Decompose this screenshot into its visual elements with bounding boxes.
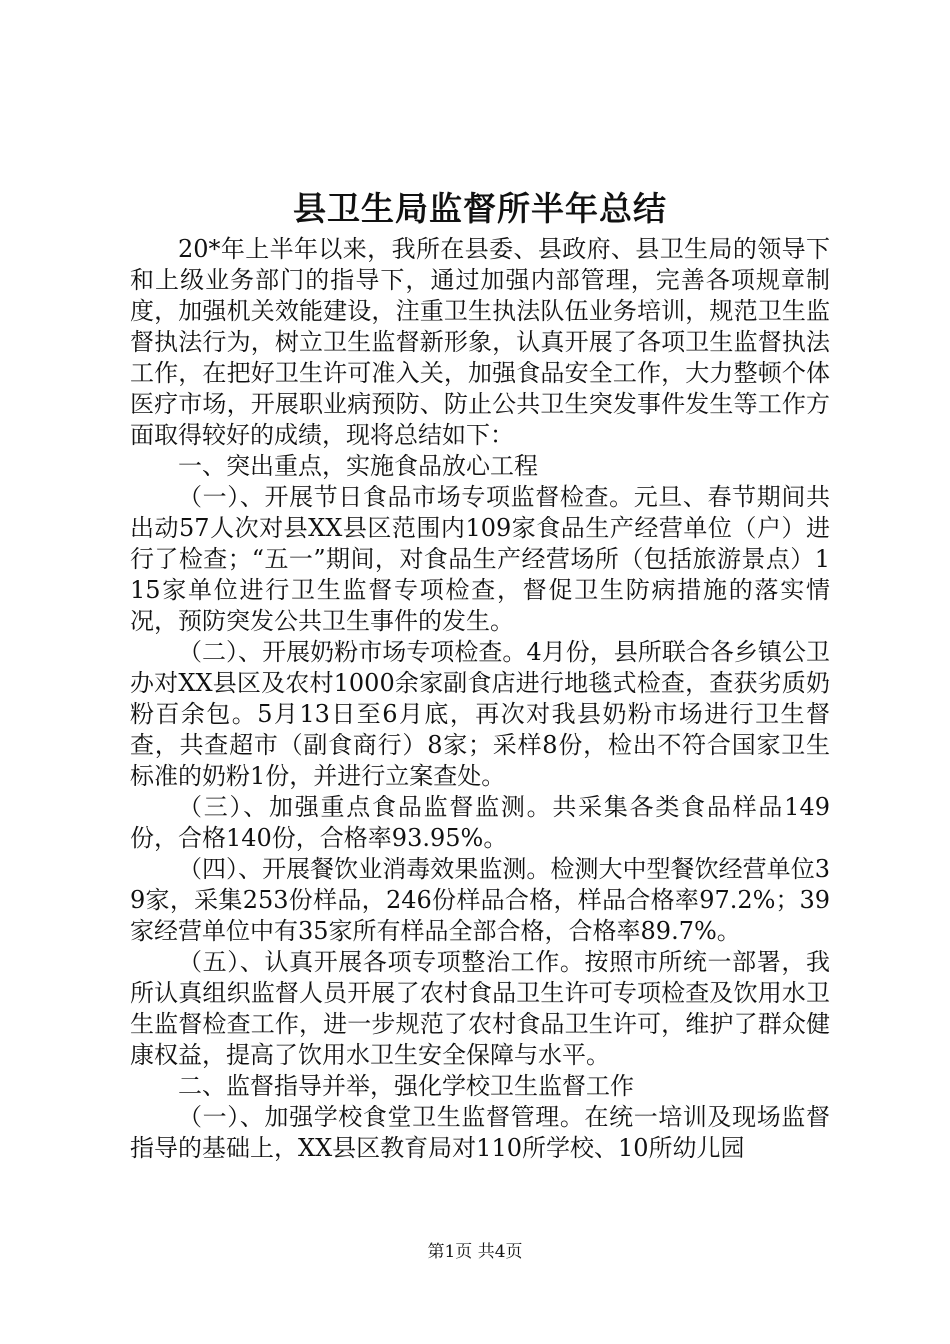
- body-paragraph: （五）、认真开展各项专项整治工作。按照市所统一部署，我所认真组织监督人员开展了农村食品卫生许可专项检查及饮用水卫生监督检查工作，进一步规范了农村食品卫生许可，维护了群众健康权益，提高了饮用水卫生安全保障与水平。: [130, 948, 830, 1069]
- intro-paragraph: 20*年上半年以来，我所在县委、县政府、县卫生局的领导下和上级业务部门的指导下，通过加强内部管理，完善各项规章制度，加强机关效能建设，注重卫生执法队伍业务培训，规范卫生监督执法行为，树立卫生监督新形象，认真开展了各项卫生监督执法工作，在把好卫生许可准入关，加强食品安全工作，大力整顿个体医疗市场，开展职业病预防、防止公共卫生突发事件发生等工作方面取得较好的成绩，现将总结如下：: [130, 235, 830, 449]
- section-heading-1: 一、突出重点，实施食品放心工程: [178, 452, 538, 480]
- body-paragraph: （一）、加强学校食堂卫生监督管理。在统一培训及现场监督指导的基础上，XX县区教育局对110所学校、10所幼儿园: [130, 1103, 830, 1162]
- body-paragraph: （一）、开展节日食品市场专项监督检查。元旦、春节期间共出动57人次对县XX县区范围内109家食品生产经营单位（户）进行了检查；“五一”期间，对食品生产经营场所（包括旅游景点）115家单位进行卫生监督专项检查，督促卫生防病措施的落实情况，预防突发公共卫生事件的发生。: [130, 483, 830, 635]
- body-paragraph: （三）、加强重点食品监督监测。共采集各类食品样品149份，合格140份，合格率93.95%。: [130, 793, 830, 852]
- document-title: 县卫生局监督所半年总结: [293, 189, 667, 228]
- body-paragraph: （二）、开展奶粉市场专项检查。4月份，县所联合各乡镇公卫办对XX县区及农村1000余家副食店进行地毯式检查，查获劣质奶粉百余包。5月13日至6月底，再次对我县奶粉市场进行卫生督查，共查超市（副食商行）8家；采样8份，检出不符合国家卫生标准的奶粉1份，并进行立案查处。: [130, 638, 830, 790]
- page-footer: 第1页 共4页: [427, 1242, 523, 1262]
- section-heading-2: 二、监督指导并举，强化学校卫生监督工作: [178, 1072, 634, 1100]
- body-paragraph: （四）、开展餐饮业消毒效果监测。检测大中型餐饮经营单位39家，采集253份样品，246份样品合格，样品合格率97.2%；39家经营单位中有35家所有样品全部合格，合格率89.7%。: [130, 855, 830, 945]
- document-body: [130, 234, 830, 1164]
